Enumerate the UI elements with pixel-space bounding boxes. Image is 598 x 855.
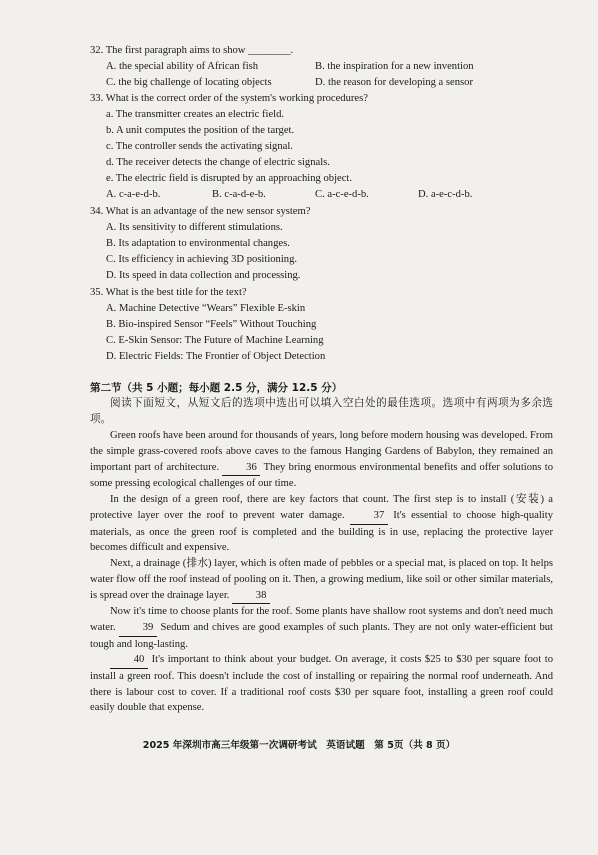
question-34-stem: 34. What is an advantage of the new sensor system? xyxy=(90,206,311,217)
q33-step-a: a. The transmitter creates an electric field. xyxy=(106,109,285,120)
page-footer: 2025 年深圳市高三年级第一次调研考试 英语试题 第 5页（共 8 页） xyxy=(142,740,456,751)
q33-step-c: c. The controller sends the activating signal. xyxy=(106,141,293,152)
q33-option-b: B. c-a-d-e-b. xyxy=(212,189,266,200)
question-32-stem: 32. The first paragraph aims to show ________. xyxy=(90,45,294,56)
q33-step-e: e. The electric field is disrupted by an approaching object. xyxy=(106,173,353,184)
q32-option-c: C. the big challenge of locating objects xyxy=(106,77,272,88)
section-2-instruction: 阅读下面短文，从短文后的选项中选出可以填入空白处的最佳选项。选项中有两项为多余选项。 xyxy=(90,397,553,425)
q32-option-b: B. the inspiration for a new invention xyxy=(315,61,474,72)
blank-37: 37 xyxy=(350,508,388,525)
q33-option-d: D. a-e-c-d-b. xyxy=(418,189,473,200)
passage-paragraph-5: 40 It's important to think about your budget. On average, it costs $25 to $30 per square foot to install a green roof. This doesn't include the cost of installing or repairing the normal roof underneath. And there is labour cost to cover. If a traditional roof costs $30 per square foot, installing a green roof could easily double that expense. xyxy=(90,654,553,714)
q33-step-d: d. The receiver detects the change of electric signals. xyxy=(106,157,330,168)
blank-36: 36 xyxy=(222,460,260,477)
question-33-stem: 33. What is the correct order of the system's working procedures? xyxy=(90,93,368,104)
passage-paragraph-1: Green roofs have been around for thousands of years, long before modern housing was developed. From the simple grass-covered roofs above caves to the famous Hanging Gardens of Babylon, they remained an important part of architecture. 36 They bring enormous environmental benefits and offer solutions to some pressing ecological challenges of our time. xyxy=(90,430,553,490)
q33-option-c: C. a-c-e-d-b. xyxy=(315,189,369,200)
q33-option-a: A. c-a-e-d-b. xyxy=(106,189,161,200)
q35-option-d: D. Electric Fields: The Frontier of Object Detection xyxy=(106,351,326,362)
section-2-heading: 第二节（共 5 小题；每小题 2.5 分，满分 12.5 分） xyxy=(90,382,343,394)
q34-option-d: D. Its speed in data collection and processing. xyxy=(106,270,301,281)
q35-option-c: C. E-Skin Sensor: The Future of Machine Learning xyxy=(106,335,324,346)
q32-option-d: D. the reason for developing a sensor xyxy=(315,77,473,88)
blank-40: 40 xyxy=(110,652,148,669)
q35-option-b: B. Bio-inspired Sensor “Feels” Without Touching xyxy=(106,319,317,330)
passage-paragraph-2: In the design of a green roof, there are key factors that count. The first step is to install (安装) a protective layer over the roof to prevent water damage. 37 It's essential to choose high-quality materials, as once the green roof is completed and the building is in use, replacing the protective layer becomes difficult and expensive. xyxy=(90,494,553,554)
blank-38: 38 xyxy=(232,588,270,605)
passage-paragraph-4: Now it's time to choose plants for the roof. Some plants have shallow root systems and don't need much water. 39 Sedum and chives are good examples of such plants. They are not only water-efficient but tough and long-lasting. xyxy=(90,606,553,650)
q34-option-b: B. Its adaptation to environmental changes. xyxy=(106,238,290,249)
passage-paragraph-3: Next, a drainage (排水) layer, which is often made of pebbles or a special mat, is placed on top. It helps water flow off the roof instead of pooling on it. Then, a growing medium, like soil or other similar materials, is spread over the drainage layer. 38 xyxy=(90,556,553,604)
blank-39: 39 xyxy=(119,620,157,637)
question-35-stem: 35. What is the best title for the text? xyxy=(90,287,247,298)
q32-option-a: A. the special ability of African fish xyxy=(106,61,259,72)
q34-option-c: C. Its efficiency in achieving 3D positioning. xyxy=(106,254,298,265)
q33-step-b: b. A unit computes the position of the target. xyxy=(106,125,295,136)
q35-option-a: A. Machine Detective “Wears” Flexible E-skin xyxy=(106,303,306,314)
q34-option-a: A. Its sensitivity to different stimulations. xyxy=(106,222,283,233)
